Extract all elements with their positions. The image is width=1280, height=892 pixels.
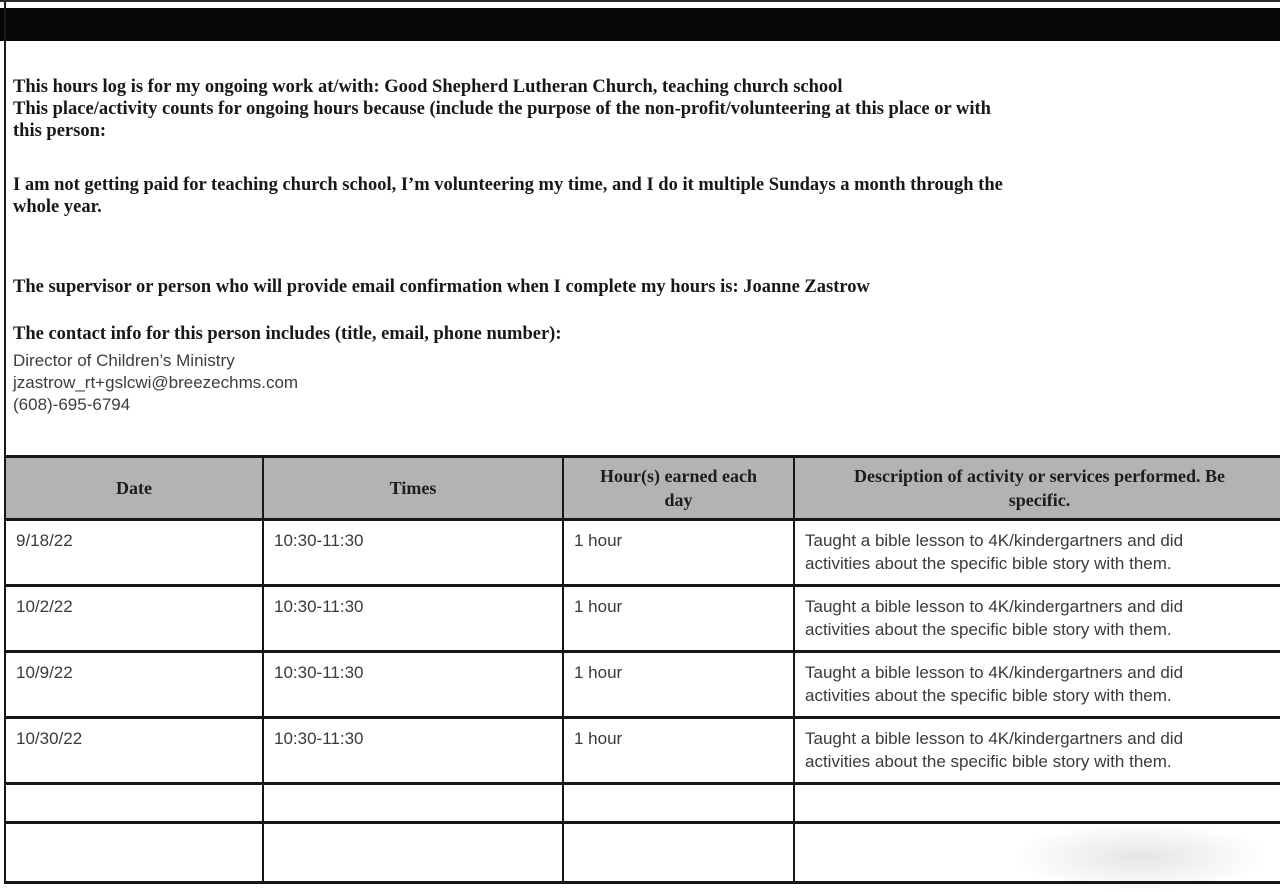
table-row	[5, 520, 1280, 586]
cell-date: 9/18/22	[5, 520, 263, 586]
table-row	[5, 718, 1280, 784]
cell-hours: 1 hour	[563, 520, 794, 586]
table-header-row	[5, 457, 1280, 520]
cell-description	[794, 784, 1280, 823]
cell-times	[263, 784, 563, 823]
header-hours: Hour(s) earned each day	[563, 457, 794, 520]
header-times: Times	[263, 457, 563, 520]
cell-times: 10:30-11:30	[263, 652, 563, 718]
cell-times: 10:30-11:30	[263, 718, 563, 784]
cell-date: 10/30/22	[5, 718, 263, 784]
cell-description	[794, 823, 1280, 883]
table-row	[5, 652, 1280, 718]
contact-heading: The contact info for this person includes (title, email, phone number):	[13, 324, 562, 344]
cell-hours	[563, 784, 794, 823]
cell-hours	[563, 823, 794, 883]
contact-info-block	[13, 350, 1272, 416]
cell-date	[5, 823, 263, 883]
cell-hours: 1 hour	[563, 718, 794, 784]
redacted-black-bar	[0, 8, 1280, 41]
cell-times: 10:30-11:30	[263, 586, 563, 652]
cell-times: 10:30-11:30	[263, 520, 563, 586]
cell-description: Taught a bible lesson to 4K/kindergartners and did activities about the specific bible story with them.	[794, 718, 1280, 784]
cell-hours: 1 hour	[563, 652, 794, 718]
hours-log-table	[4, 455, 1280, 884]
table-row	[5, 586, 1280, 652]
table-row-empty	[5, 823, 1280, 883]
document-body-text	[13, 40, 1272, 416]
table-row-empty	[5, 784, 1280, 823]
contact-email: jzastrow_rt+gslcwi@breezechms.com	[13, 373, 299, 392]
cell-description: Taught a bible lesson to 4K/kindergartners and did activities about the specific bible story with them.	[794, 586, 1280, 652]
cell-times	[263, 823, 563, 883]
cell-description: Taught a bible lesson to 4K/kindergartners and did activities about the specific bible story with them.	[794, 520, 1280, 586]
contact-title: Director of Children’s Ministry	[13, 351, 235, 370]
header-description: Description of activity or services performed. Be specific.	[794, 457, 1280, 520]
cell-date: 10/9/22	[5, 652, 263, 718]
cell-description: Taught a bible lesson to 4K/kindergartners and did activities about the specific bible story with them.	[794, 652, 1280, 718]
intro-paragraph: This hours log is for my ongoing work at/with: Good Shepherd Lutheran Church, teaching church school This place/activity counts for ongoing hours because (include the purpose of the non-profit/volunteering at this place or with this person:	[13, 77, 991, 141]
cell-date: 10/2/22	[5, 586, 263, 652]
contact-phone: (608)-695-6794	[13, 395, 131, 414]
supervisor-line: The supervisor or person who will provide email confirmation when I complete my hours is: Joanne Zastrow	[13, 277, 870, 297]
cell-hours: 1 hour	[563, 586, 794, 652]
cell-date	[5, 784, 263, 823]
not-paid-paragraph: I am not getting paid for teaching church school, I’m volunteering my time, and I do it multiple Sundays a month through the whole year.	[13, 175, 1003, 217]
page-top-edge-line	[0, 0, 1280, 2]
header-date: Date	[5, 457, 263, 520]
